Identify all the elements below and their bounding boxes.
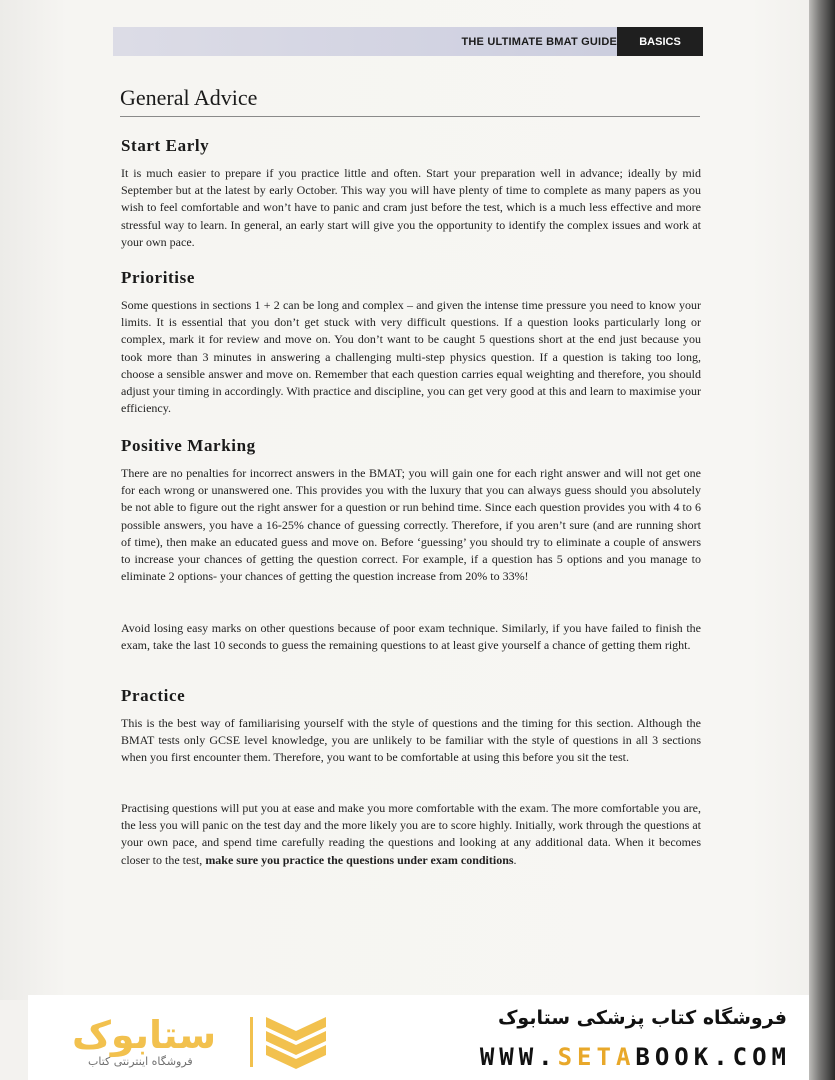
store-watermark-banner: [28, 995, 809, 1080]
store-logo-subtitle: فروشگاه اینترنتی کتاب: [88, 1055, 193, 1068]
url-suffix: BOOK.COM: [635, 1043, 791, 1071]
url-highlight: SETA: [557, 1043, 636, 1071]
paragraph-text: Practising questions will put you at ease and make you more comfortable with the exam. The more comfortable you are, the less you will panic on the test day and the more likely you are to score highly. Initially, work through the questions at your own pace, and spend time carefully reading the questions and looking at any additional data. When it becomes closer to the test,: [121, 801, 701, 867]
page-edge-shadow: [809, 0, 835, 1080]
running-header: [113, 27, 703, 56]
title-divider: [120, 116, 700, 117]
logo-divider: [250, 1017, 253, 1067]
store-url: [480, 1043, 791, 1071]
store-name: فروشگاه کتاب پزشکی ستابوک: [497, 1007, 787, 1029]
paragraph: Some questions in sections 1 + 2 can be long and complex – and given the intense time pressure you need to know your limits. It is essential that you don’t get stuck with very difficult questions. If a question looks particularly long or complex, mark it for review and move on. You don’t want to be caught 5 questions short at the end just because you took more than 3 minutes in answering a challenging multi-step physics question. If a question is taking too long, choose a sensible answer and move on. Remember that each question carries equal weighting and therefore, you should adjust your timing in accordingly. With practice and discipline, you can get very good at this and learn to maximise your efficiency.: [121, 298, 701, 416]
paragraph: This is the best way of familiarising yourself with the style of questions and the timing for this section. Although the BMAT tests only GCSE level knowledge, you are unlikely to be familiar with the style of questions in all 3 sections when you first encounter them. Therefore, you want to be comfortable at using this before you sit the test.: [121, 716, 701, 765]
paragraph-end: .: [513, 852, 517, 867]
section-heading-positive-marking: Positive Marking: [121, 436, 256, 455]
section-heading-practice: Practice: [121, 686, 186, 705]
emphasis-text: make sure you practice the questions under exam conditions: [205, 852, 514, 867]
chevron-logo-icon: [266, 1017, 326, 1069]
book-title: THE ULTIMATE BMAT GUIDE: [461, 36, 617, 48]
paragraph: Avoid losing easy marks on other questions because of poor exam technique. Similarly, if you have failed to finish the exam, take the last 10 seconds to guess the remaining questions to at least give yourself a chance of getting them right.: [121, 621, 701, 653]
section-heading-prioritise: Prioritise: [121, 268, 195, 287]
url-prefix: WWW.: [479, 1043, 558, 1071]
section-heading-start-early: Start Early: [121, 136, 210, 155]
paragraph: [121, 800, 701, 869]
chapter-tab: BASICS: [617, 27, 703, 56]
store-logo-text: ستابوک: [72, 1013, 217, 1057]
paragraph: It is much easier to prepare if you practice little and often. Start your preparation well in advance; ideally by mid September but at the latest by early October. This way you will have plenty of time to complete as many papers as you wish to feel comfortable and won’t have to panic and cram just before the test, which is a much less effective and more stressful way to learn. In general, an early start will give you the opportunity to identify the complex issues and work at your own pace.: [121, 166, 701, 249]
page-title: General Advice: [120, 85, 258, 110]
paragraph: There are no penalties for incorrect answers in the BMAT; you will gain one for each right answer and will not get one for each wrong or unanswered one. This provides you with the luxury that you can always guess should you absolutely be not able to figure out the right answer for a question or run behind time. Since each question provides you with 4 to 6 possible answers, you have a 16-25% chance of guessing correctly. Therefore, if you aren’t sure (and are running short of time), then make an educated guess and move on. Before ‘guessing’ you should try to eliminate a couple of answers to increase your chances of getting the question correct. For example, if a question has 5 options and you manage to eliminate 2 options- your chances of getting the question increase from 20% to 33%!: [121, 466, 701, 584]
